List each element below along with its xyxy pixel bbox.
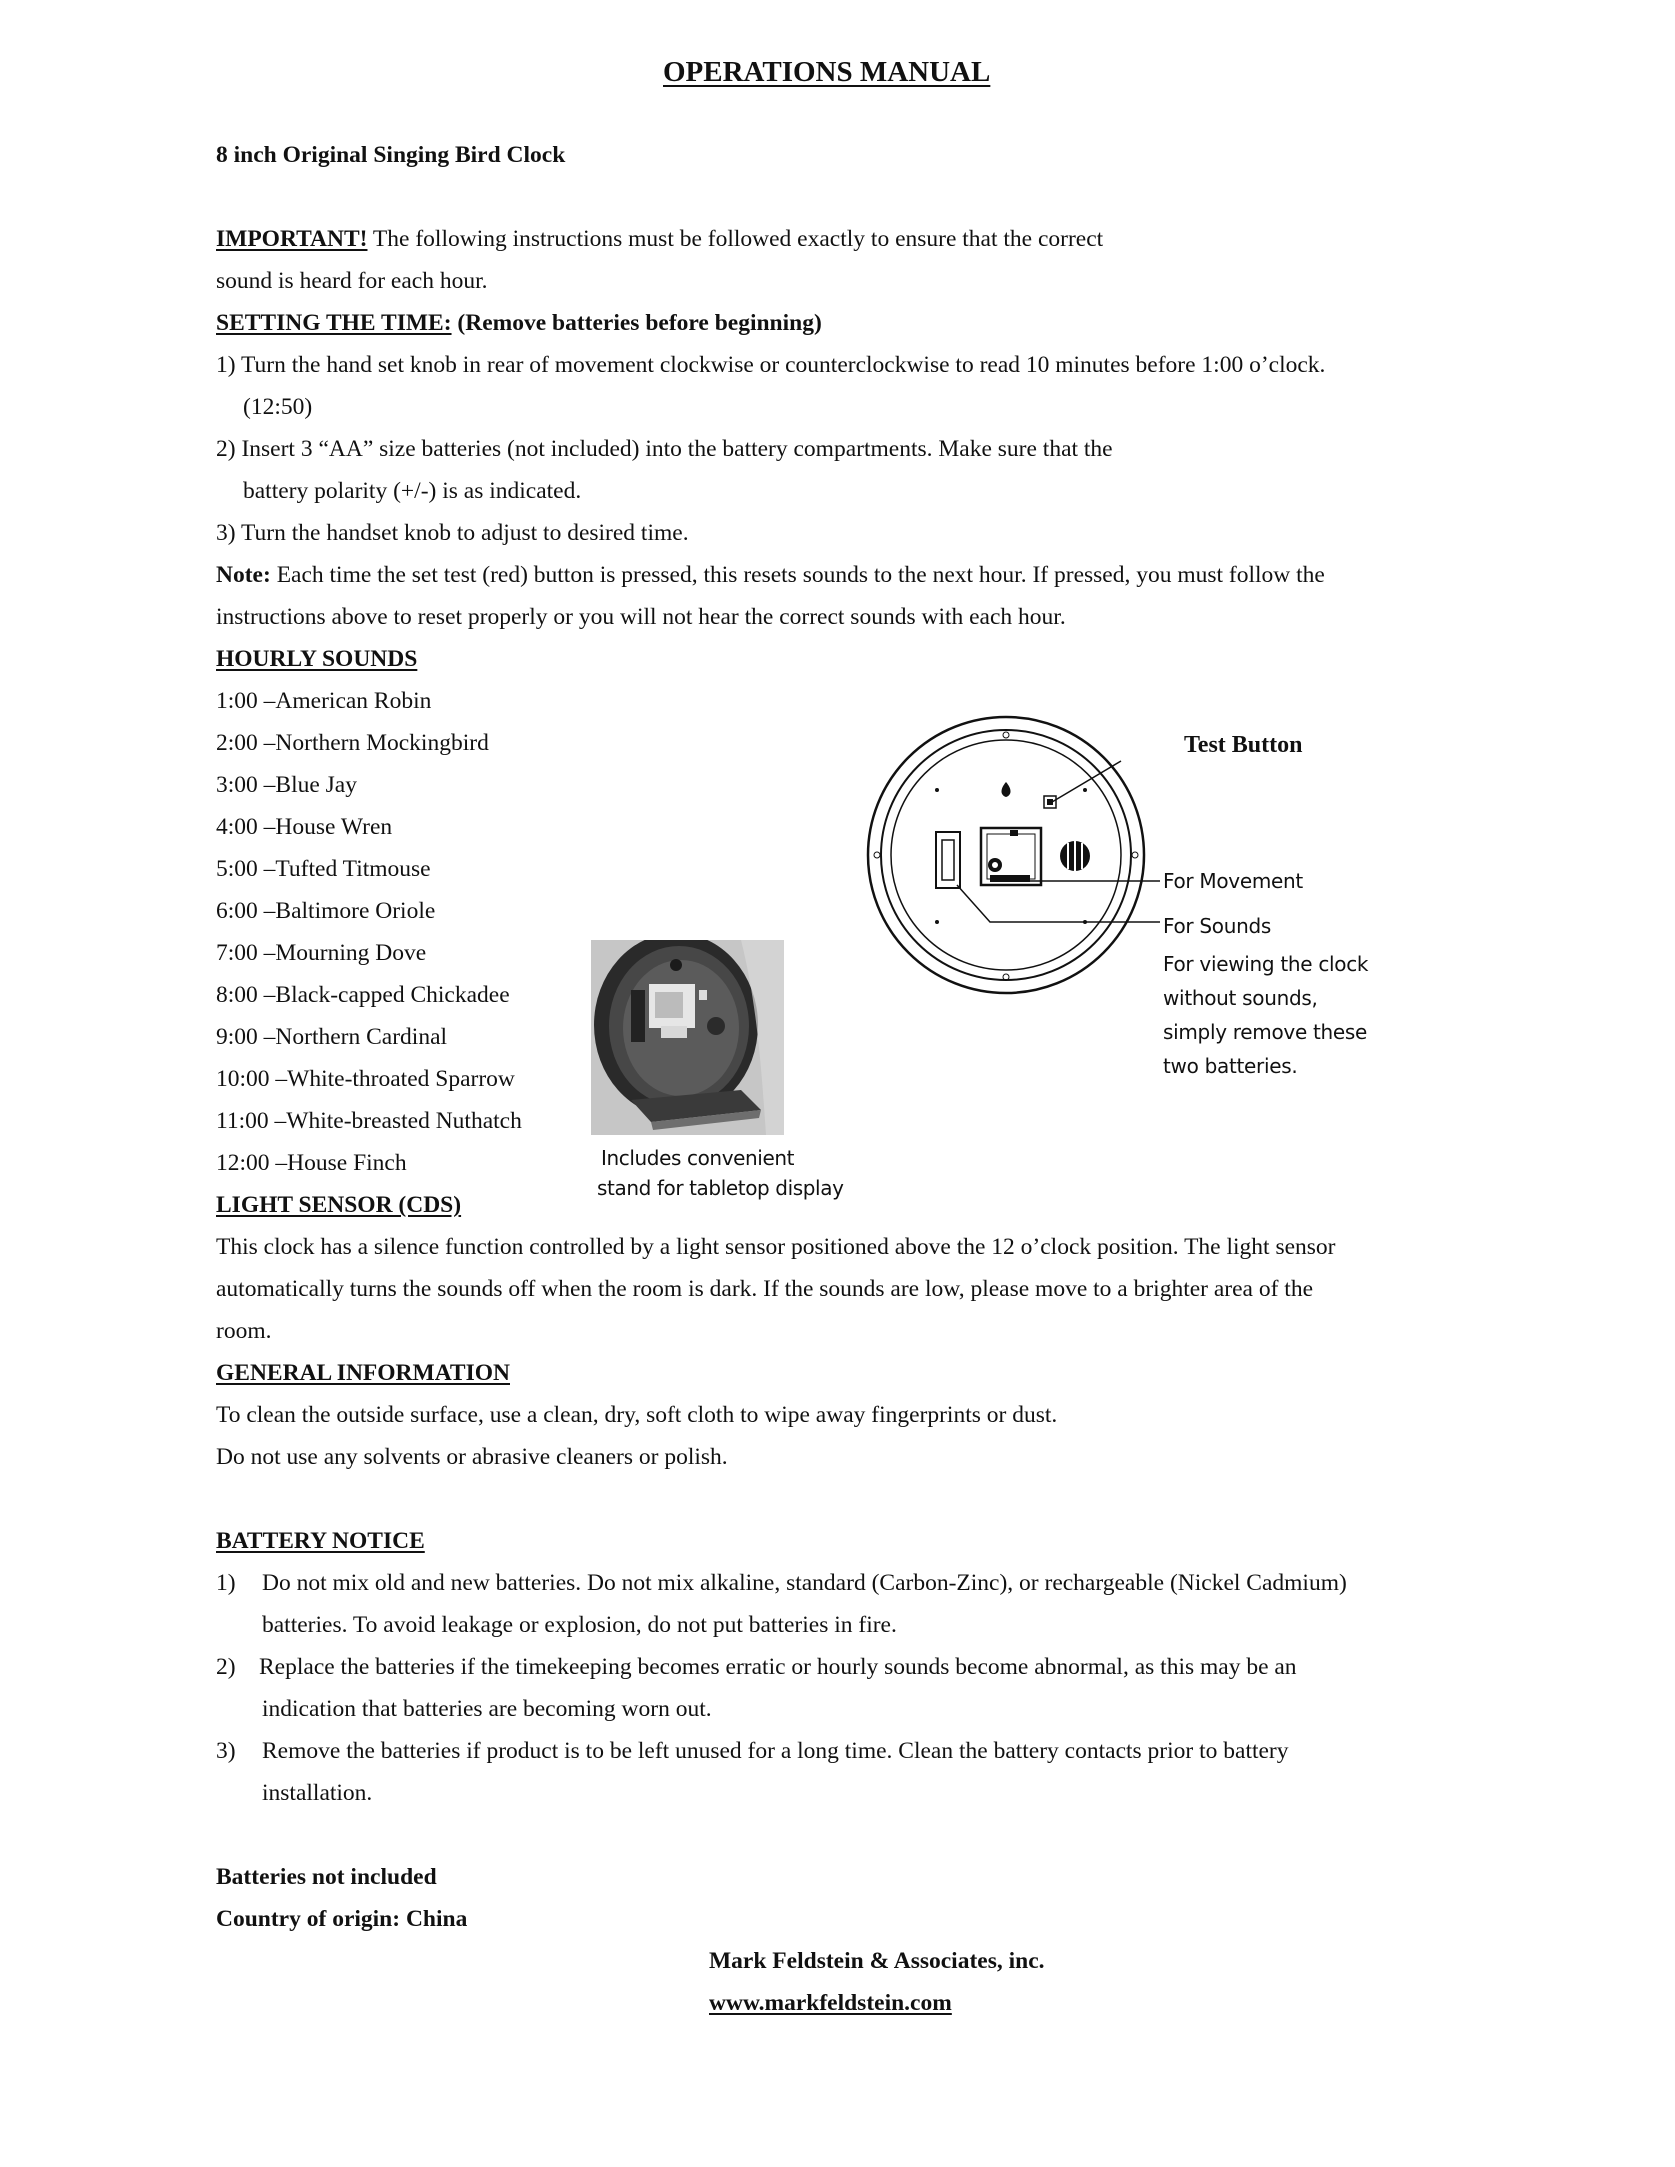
company-website-link[interactable]: www.markfeldstein.com	[709, 1990, 952, 2016]
battery-item-number: 2)	[216, 1654, 236, 1680]
page-title: OPERATIONS MANUAL	[663, 56, 991, 88]
important-text: The following instructions must be followed exactly to ensure that the correct	[367, 226, 1104, 252]
battery-item-number: 3)	[216, 1738, 236, 1764]
viewing-note-line4: two batteries.	[1163, 1054, 1298, 1078]
setting-step-1: 1) Turn the hand set knob in rear of movement clockwise or counterclockwise to read 10 minutes before 1:00 o’clock.	[216, 352, 1326, 378]
important-text-line2: sound is heard for each hour.	[216, 268, 488, 294]
setting-step-3: 3) Turn the handset knob to adjust to desired time.	[216, 520, 689, 546]
general-info-line2: Do not use any solvents or abrasive cleaners or polish.	[216, 1444, 728, 1470]
note-label: Note:	[216, 562, 271, 588]
hourly-sound-item: 6:00 –Baltimore Oriole	[216, 898, 436, 924]
country-of-origin: Country of origin: China	[216, 1906, 468, 1932]
hourly-sound-item: 12:00 –House Finch	[216, 1150, 407, 1176]
hourly-sound-item: 10:00 –White-throated Sparrow	[216, 1066, 515, 1092]
note-text-line2: instructions above to reset properly or you will not hear the correct sounds with each hour.	[216, 604, 1066, 630]
hourly-sound-item: 5:00 –Tufted Titmouse	[216, 856, 431, 882]
viewing-note-line2: without sounds,	[1163, 986, 1318, 1010]
batteries-not-included: Batteries not included	[216, 1864, 437, 1890]
for-movement-label: For Movement	[1163, 869, 1303, 893]
hourly-sound-item: 4:00 –House Wren	[216, 814, 393, 840]
battery-item-line2: batteries. To avoid leakage or explosion, do not put batteries in fire.	[262, 1612, 897, 1638]
setting-time-label: SETTING THE TIME:	[216, 310, 452, 336]
setting-step-2: 2) Insert 3 “AA” size batteries (not included) into the battery compartments. Make sure that the	[216, 436, 1113, 462]
note-paragraph	[216, 564, 1325, 588]
hourly-sound-item: 8:00 –Black-capped Chickadee	[216, 982, 510, 1008]
setting-step-2-cont: battery polarity (+/-) is as indicated.	[243, 478, 582, 504]
hourly-sound-item: 3:00 –Blue Jay	[216, 772, 357, 798]
light-sensor-text-line3: room.	[216, 1318, 272, 1344]
for-sounds-label: For Sounds	[1163, 914, 1272, 938]
battery-notice-heading: BATTERY NOTICE	[216, 1528, 425, 1554]
hourly-sounds-heading: HOURLY SOUNDS	[216, 646, 418, 672]
clock-stand-photo	[591, 940, 784, 1135]
battery-item-line1: Replace the batteries if the timekeeping becomes erratic or hourly sounds become abnormal, as this may be an	[259, 1654, 1297, 1680]
important-label: IMPORTANT!	[216, 226, 368, 252]
test-button-label: Test Button	[1184, 732, 1303, 758]
general-info-heading: GENERAL INFORMATION	[216, 1360, 510, 1386]
battery-item-number: 1)	[216, 1570, 236, 1596]
battery-item-line1: Remove the batteries if product is to be left unused for a long time. Clean the battery contacts prior to battery	[262, 1738, 1289, 1764]
hourly-sound-item: 9:00 –Northern Cardinal	[216, 1024, 448, 1050]
setting-time-heading	[216, 312, 822, 336]
light-sensor-heading: LIGHT SENSOR (CDS)	[216, 1192, 462, 1218]
setting-step-1-cont: (12:50)	[243, 394, 313, 420]
hourly-sound-item: 7:00 –Mourning Dove	[216, 940, 427, 966]
general-info-line1: To clean the outside surface, use a clean, dry, soft cloth to wipe away fingerprints or dust.	[216, 1402, 1058, 1428]
viewing-note-line1: For viewing the clock	[1163, 952, 1369, 976]
photo-caption-line1: Includes convenient	[601, 1146, 795, 1170]
note-text: Each time the set test (red) button is pressed, this resets sounds to the next hour. If pressed, you must follow the	[270, 562, 1325, 588]
clock-back-diagram	[860, 715, 1180, 1020]
hourly-sound-item: 11:00 –White-breasted Nuthatch	[216, 1108, 522, 1134]
light-sensor-text-line2: automatically turns the sounds off when the room is dark. If the sounds are low, please move to a brighter area of the	[216, 1276, 1314, 1302]
setting-time-note: (Remove batteries before beginning)	[451, 310, 822, 336]
company-name: Mark Feldstein & Associates, inc.	[709, 1948, 1045, 1974]
battery-item-line2: indication that batteries are becoming worn out.	[262, 1696, 712, 1722]
product-subtitle: 8 inch Original Singing Bird Clock	[216, 142, 566, 168]
viewing-note-line3: simply remove these	[1163, 1020, 1368, 1044]
light-sensor-text-line1: This clock has a silence function controlled by a light sensor positioned above the 12 o’clock position. The light sensor	[216, 1234, 1336, 1260]
photo-caption-line2: stand for tabletop display	[597, 1176, 844, 1200]
battery-item-line2: installation.	[262, 1780, 373, 1806]
important-paragraph	[216, 228, 1103, 252]
battery-item-line1: Do not mix old and new batteries. Do not mix alkaline, standard (Carbon-Zinc), or rechargeable (Nickel Cadmium)	[262, 1570, 1347, 1596]
hourly-sound-item: 1:00 –American Robin	[216, 688, 432, 714]
hourly-sound-item: 2:00 –Northern Mockingbird	[216, 730, 489, 756]
